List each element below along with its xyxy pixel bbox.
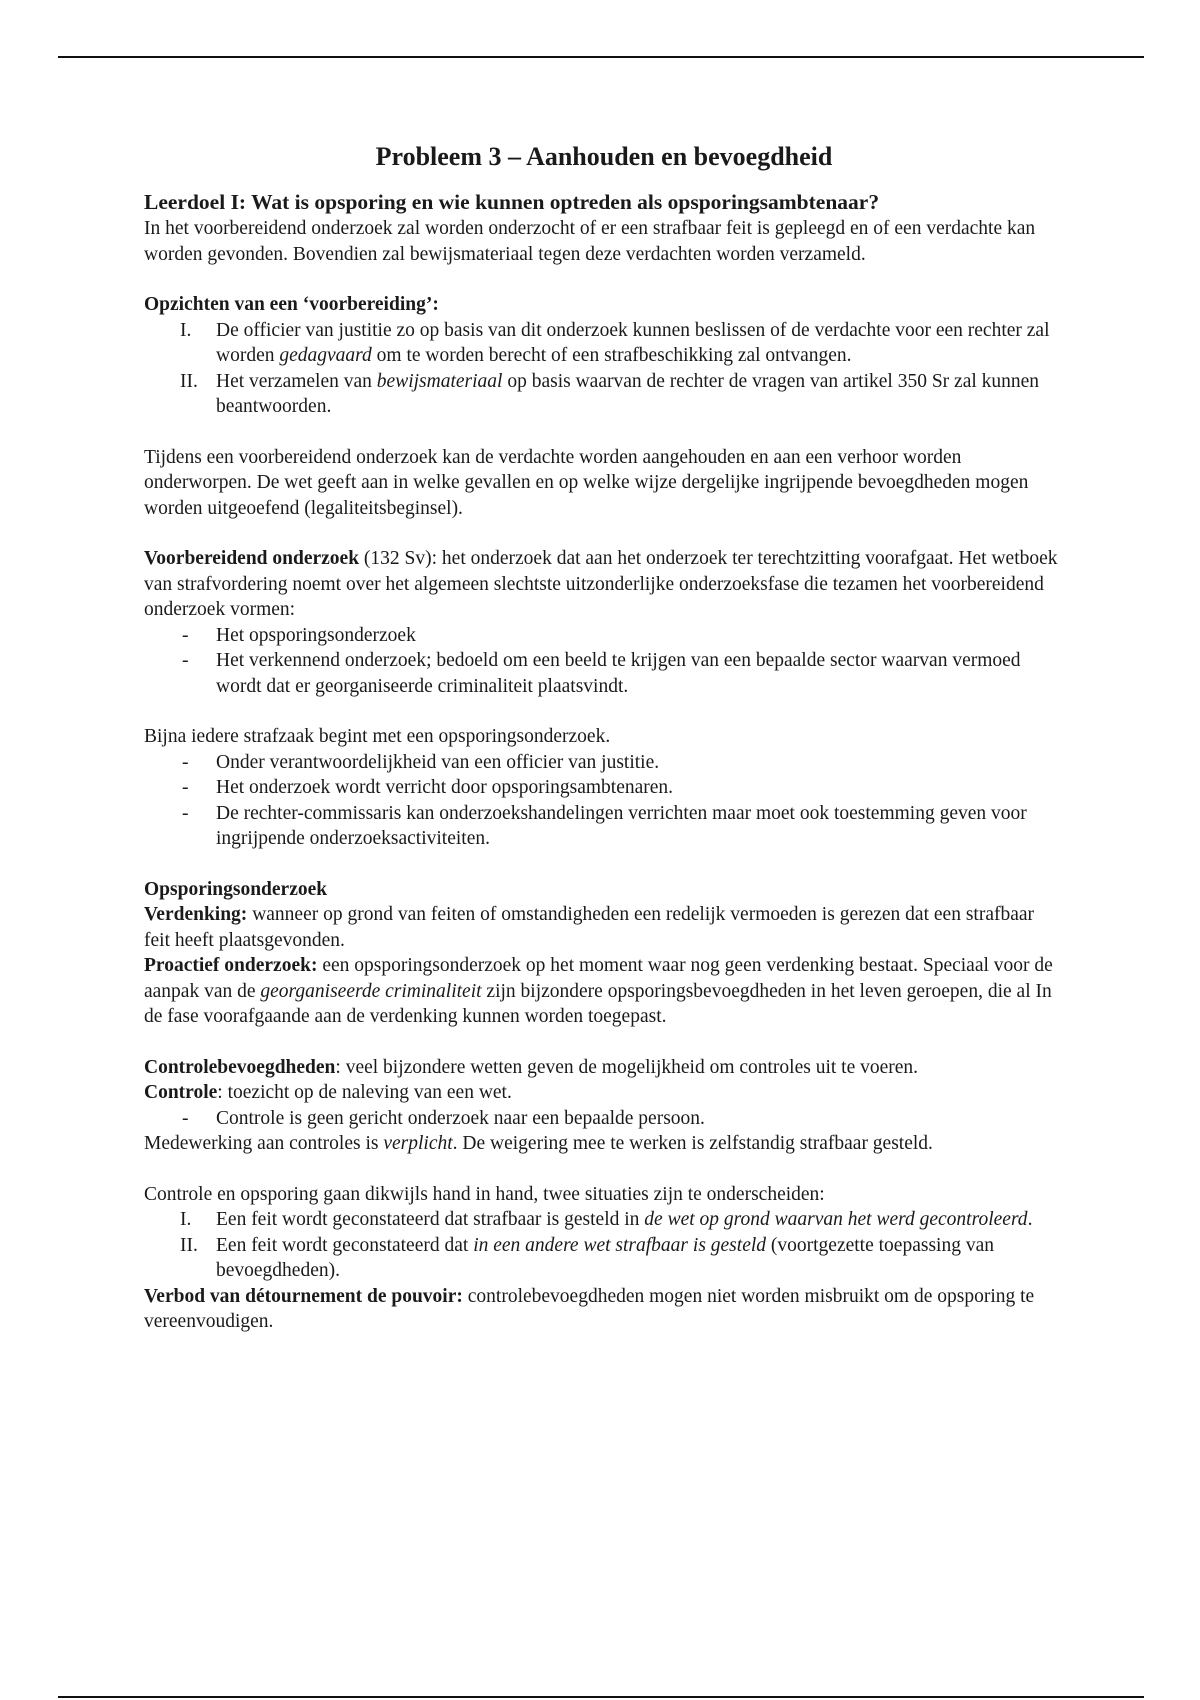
list-item: I. De officier van justitie zo op basis van dit onderzoek kunnen beslissen of de verdachte voor een rechter zal worden gedagvaard om te worden berecht of een strafbeschikking zal ontvangen. (180, 319, 1050, 366)
bijna-list (144, 750, 1064, 852)
list-item: - Het onderzoek wordt verricht door opsporingsambtenaren. (182, 777, 674, 798)
list-item: - Controle is geen gericht onderzoek naar een bepaalde persoon. (182, 1107, 705, 1129)
controle-list (144, 1106, 1064, 1132)
opzichten-list (144, 318, 1064, 420)
document-page (144, 140, 1064, 1335)
voorbereidend-paragraph: Voorbereidend onderzoek (132 Sv): het onderzoek dat aan het onderzoek ter terechtzitting voorafgaat. Het wetboek van strafvordering noemt over het algemeen slechtste uitzonderlijke onderzoeksfase die tezamen het voorbereidend onderzoek vormen: (144, 548, 1058, 620)
leerdoel-heading: Leerdoel I: Wat is opsporing en wie kunnen optreden als opsporingsambtenaar? (144, 190, 880, 214)
opzichten-heading: Opzichten van een ‘voorbereiding’: (144, 294, 439, 315)
bottom-rule (58, 1696, 1144, 1698)
controle-paragraph: Controle: toezicht op de naleving van een wet. (144, 1082, 512, 1103)
list-item: - De rechter-commissaris kan onderzoekshandelingen verrichten maar moet ook toestemming geven voor ingrijpende onderzoeksactiviteiten. (182, 802, 1027, 849)
hand-list (144, 1207, 1064, 1284)
controlebevoegdheden-paragraph: Controlebevoegdheden: veel bijzondere wetten geven de mogelijkheid om controles uit te voeren. (144, 1056, 919, 1078)
proactief-paragraph: Proactief onderzoek: een opsporingsonderzoek op het moment waar nog geen verdenking bestaat. Speciaal voor de aanpak van de georganiseerde criminaliteit zijn bijzondere opsporingsbevoegdheden in het leven geroepen, die al In de fase voorafgaande aan de verdenking kunnen worden toegepast. (144, 955, 1053, 1027)
document-title: Probleem 3 – Aanhouden en bevoegdheid (375, 142, 833, 171)
list-item: II. Het verzamelen van bewijsmateriaal op basis waarvan de rechter de vragen van artikel 350 Sr zal kunnen beantwoorden. (180, 370, 1040, 417)
voorbereidend-list (144, 623, 1064, 700)
list-item: II. Een feit wordt geconstateerd dat in een andere wet strafbaar is gesteld (voortgezette toepassing van bevoegdheden). (180, 1234, 994, 1281)
list-item: - Het verkennend onderzoek; bedoeld om een beeld te krijgen van een bepaalde sector waarvan vermoed wordt dat er georganiseerde criminaliteit plaatsvindt. (182, 650, 1021, 697)
top-rule (58, 56, 1144, 58)
medewerking-paragraph: Medewerking aan controles is verplicht. De weigering mee te werken is zelfstandig strafbaar gesteld. (144, 1133, 933, 1154)
hand-paragraph: Controle en opsporing gaan dikwijls hand in hand, twee situaties zijn te onderscheiden: (144, 1183, 825, 1205)
list-item: - Het opsporingsonderzoek (182, 624, 416, 646)
intro-paragraph: In het voorbereidend onderzoek zal worden onderzocht of er een strafbaar feit is gepleegd en of een verdachte kan worden gevonden. Bovendien zal bewijsmateriaal tegen deze verdachten worden verzameld. (144, 218, 1036, 265)
tijdens-paragraph: Tijdens een voorbereidend onderzoek kan de verdachte worden aangehouden en aan een verhoor worden onderworpen. De wet geeft aan in welke gevallen en op welke wijze dergelijke ingrijpende bevoegdheden mogen worden uitgeoefend (legaliteitsbeginsel). (144, 446, 1029, 519)
opsporing-heading: Opsporingsonderzoek (144, 878, 328, 900)
list-item: I. Een feit wordt geconstateerd dat strafbaar is gesteld in de wet op grond waarvan het werd gecontroleerd. (180, 1209, 1033, 1230)
list-item: - Onder verantwoordelijkheid van een officier van justitie. (182, 751, 660, 773)
verdenking-paragraph: Verdenking: wanneer op grond van feiten of omstandigheden een redelijk vermoeden is gerezen dat een strafbaar feit heeft plaatsgevonden. (144, 904, 1035, 951)
verbod-paragraph: Verbod van détournement de pouvoir: controlebevoegdheden mogen niet worden misbruikt om de opsporing te vereenvoudigen. (144, 1285, 1035, 1332)
bijna-paragraph: Bijna iedere strafzaak begint met een opsporingsonderzoek. (144, 726, 611, 747)
